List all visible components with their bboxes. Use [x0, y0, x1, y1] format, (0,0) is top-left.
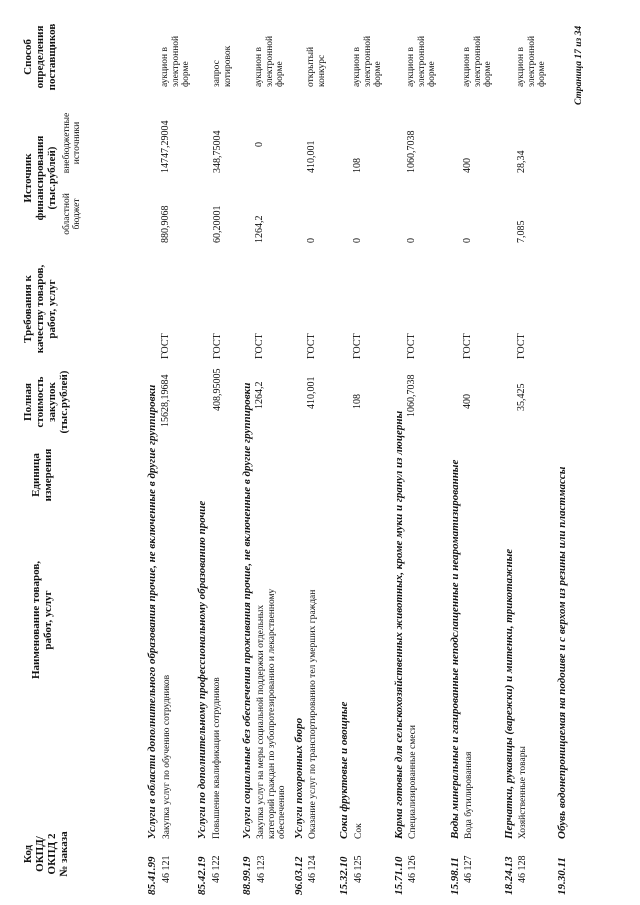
page-number: Страница 17 из 34 [574, 25, 584, 105]
item-method: аукцион в электронной форме [160, 35, 191, 87]
item-requirement: ГОСТ [160, 333, 171, 359]
order-number: 46 123 [256, 855, 267, 883]
group-title: Воды минеральные и газированные неподслащенные и неароматизированные [449, 459, 461, 839]
header-method: Способ определения поставщиков [22, 23, 58, 91]
group-code: 96.03.12 [293, 856, 305, 895]
item-requirement: ГОСТ [352, 333, 363, 359]
group-code: 15.98.11 [449, 857, 461, 895]
group-code: 15.32.10 [338, 856, 350, 895]
group-title: Корма готовые для сельскохозяйственных животных, кроме муки и гранул из люцерны [393, 410, 405, 839]
group-code: 88.99.19 [241, 856, 253, 895]
item-extra: 28,34 [516, 150, 527, 173]
header-source-extra: внебюджетные источники [62, 112, 82, 174]
header-unit: Единица измерения [30, 448, 54, 502]
group-title: Услуги по дополнительному профессиональному образованию прочие [196, 500, 208, 839]
item-name: Сок [354, 823, 364, 839]
item-cost: 408,95005 [212, 368, 223, 411]
order-number: 46 126 [407, 855, 418, 883]
item-name: Повышение квалификации сотрудников [212, 677, 222, 839]
item-requirement: ГОСТ [306, 333, 317, 359]
group-title: Услуги в области дополнительного образования прочие, не включенные в другие группировки [146, 384, 158, 839]
item-method: аукцион в электронной форме [516, 35, 547, 87]
item-cost: 1060,7038 [406, 374, 417, 417]
group-title: Услуги похоронных бюро [293, 717, 305, 839]
group-title: Услуги социальные без обеспечения проживания прочие, не включенные в другие группировки [241, 382, 253, 839]
item-requirement: ГОСТ [212, 333, 223, 359]
item-regional: 1264,2 [254, 215, 265, 243]
group-title: Перчатки, рукавицы (варежки) и митенки, трикотажные [503, 548, 515, 839]
item-method: запрос котировок [212, 45, 233, 87]
item-cost: 15628,19684 [160, 374, 171, 427]
item-requirement: ГОСТ [516, 333, 527, 359]
group-title: Соки фруктовые и овощные [338, 701, 350, 839]
item-name: Закупка услуг на меры социальной поддержки отдельных категорий граждан по зубопротезированию и лекарственному обеспечению [256, 588, 287, 839]
item-cost: 410,001 [306, 376, 317, 409]
item-extra: 400 [462, 158, 473, 173]
order-number: 46 125 [353, 855, 364, 883]
order-number: 46 127 [463, 855, 474, 883]
item-regional: 0 [406, 238, 417, 243]
order-number: 46 122 [211, 855, 222, 883]
item-name: Специализированные смеси [408, 725, 418, 839]
item-extra: 0 [254, 142, 265, 147]
header-code: Код ОКПД/ ОКПД 2 № заказа [22, 831, 70, 877]
item-regional: 7,085 [516, 220, 527, 243]
item-method: открытый конкурс [306, 46, 327, 87]
item-method: аукцион в электронной форме [254, 35, 285, 87]
item-name: Хозяйственные товары [518, 746, 528, 839]
item-regional: 60,20001 [212, 205, 223, 243]
item-method: аукцион в электронной форме [406, 35, 437, 87]
group-title: Обувь водонепроницаемая на подошве и с верхом из резины или пластмассы [556, 466, 568, 839]
order-number: 46 124 [307, 855, 318, 883]
item-cost: 1264,2 [254, 381, 265, 409]
item-regional: 880,9068 [160, 205, 171, 243]
item-regional: 0 [352, 238, 363, 243]
item-extra: 348,75004 [212, 130, 223, 173]
item-cost: 400 [462, 394, 473, 409]
item-regional: 0 [306, 238, 317, 243]
item-regional: 0 [462, 238, 473, 243]
item-requirement: ГОСТ [406, 333, 417, 359]
item-requirement: ГОСТ [254, 333, 265, 359]
item-extra: 108 [352, 158, 363, 173]
item-method: аукцион в электронной форме [462, 35, 493, 87]
header-source: Источник финансирования (тыс.рублей) [22, 135, 58, 221]
order-number: 46 121 [161, 855, 172, 883]
item-requirement: ГОСТ [462, 333, 473, 359]
header-requirements: Требования к качеству товаров, работ, услуг [22, 264, 58, 354]
item-method: аукцион в электронной форме [352, 35, 383, 87]
item-name: Оказание услуг по транспортированию тел умерших граждан [308, 589, 318, 839]
header-name: Наименование товаров, работ, услуг [30, 560, 54, 680]
item-name: Вода бутилированная [464, 751, 474, 839]
item-extra: 410,001 [306, 140, 317, 173]
group-code: 85.41.99 [146, 856, 158, 895]
item-extra: 14747,29004 [160, 120, 171, 173]
item-extra: 1060,7038 [406, 130, 417, 173]
group-code: 19.30.11 [556, 857, 568, 895]
header-cost: Полная стоимость закупок (тыс.рублей) [22, 370, 70, 434]
group-code: 85.42.19 [196, 856, 208, 895]
group-code: 18.24.13 [503, 856, 515, 895]
group-code: 15.71.10 [393, 856, 405, 895]
header-source-regional: областной бюджет [62, 193, 82, 235]
item-cost: 35,425 [516, 383, 527, 411]
item-name: Закупка услуг по обучению сотрудников [162, 674, 172, 839]
item-cost: 108 [352, 394, 363, 409]
order-number: 46 128 [517, 855, 528, 883]
